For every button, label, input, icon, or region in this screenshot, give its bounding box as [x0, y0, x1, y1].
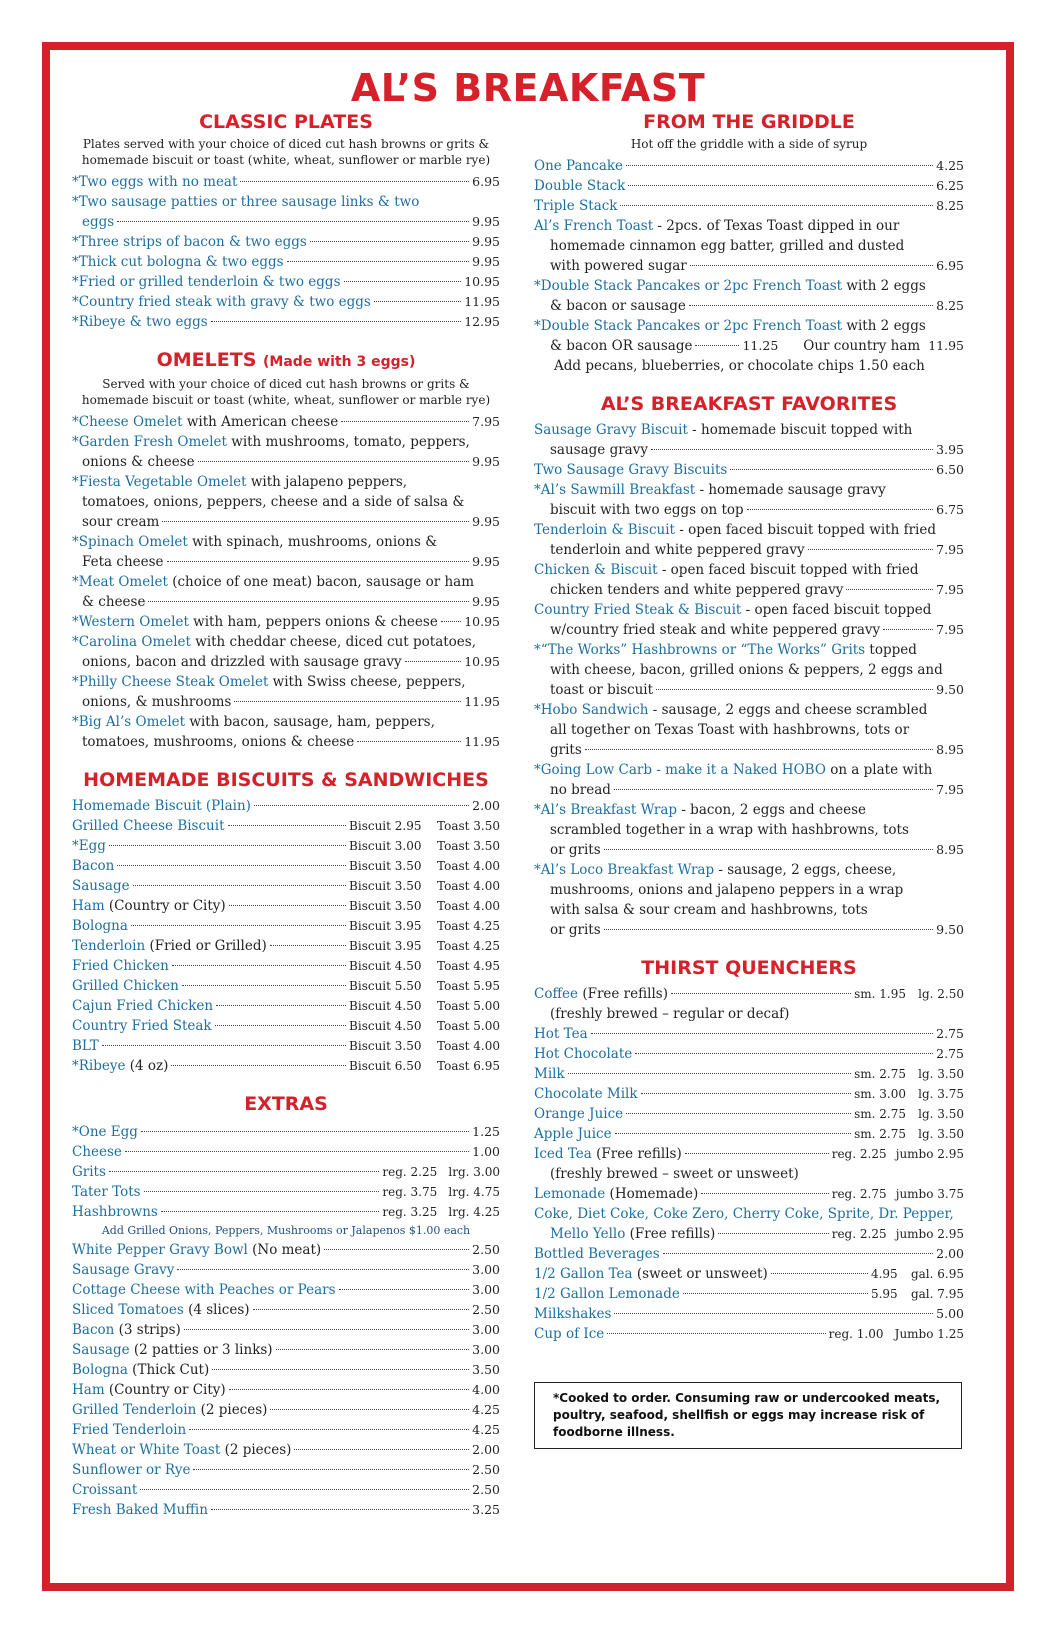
omelets-heading: OMELETS (Made with 3 eggs)	[156, 349, 416, 371]
menu-item: Apple Juice sm. 2.75 lg. 3.50	[534, 1126, 964, 1142]
menu-item: Bottled Beverages 2.00	[534, 1246, 964, 1262]
menu-item: *Double Stack Pancakes or 2pc French Toast with 2 eggs & bacon OR sausage 11.25 Our country ham 11.95	[534, 318, 964, 354]
menu-item: *Fried or grilled tenderloin & two eggs 10.95	[72, 274, 500, 290]
menu-item: *Al’s Sawmill Breakfast - homemade sausage gravy biscuit with two eggs on top 6.75	[534, 482, 964, 518]
menu-item: Country Fried Steak Biscuit 4.50 Toast 5.00	[72, 1018, 500, 1034]
menu-item: Coke, Diet Coke, Coke Zero, Cherry Coke, Sprite, Dr. Pepper, Mello Yello (Free refills) reg. 2.25 jumbo 2.95	[534, 1206, 964, 1242]
menu-item: *One Egg 1.25	[72, 1124, 500, 1140]
menu-item: Country Fried Steak & Biscuit - open faced biscuit topped w/country fried steak and white peppered gravy 7.95	[534, 602, 964, 638]
menu-item: Grilled Chicken Biscuit 5.50 Toast 5.95	[72, 978, 500, 994]
menu-item: Chocolate Milk sm. 3.00 lg. 3.75	[534, 1086, 964, 1102]
menu-item: Grilled Cheese Biscuit Biscuit 2.95 Toast 3.50	[72, 818, 500, 834]
menu-item: *Country fried steak with gravy & two eggs 11.95	[72, 294, 500, 310]
left-column	[72, 110, 500, 1520]
menu-item: Two Sausage Gravy Biscuits 6.50	[534, 462, 964, 478]
menu-item: 1/2 Gallon Tea (sweet or unsweet) 4.95 gal. 6.95	[534, 1266, 964, 1282]
extras-note: Add Grilled Onions, Peppers, Mushrooms or Jalapenos $1.00 each	[101, 1224, 471, 1237]
menu-item: One Pancake 4.25	[534, 158, 964, 174]
menu-item: Tenderloin & Biscuit - open faced biscuit topped with fried tenderloin and white peppered gravy 7.95	[534, 522, 964, 558]
menu-item: Fried Tenderloin 4.25	[72, 1422, 500, 1438]
food-safety-disclaimer: *Cooked to order. Consuming raw or undercooked meats, poultry, seafood, shellfish or eggs may increase risk of foodborne illness.	[534, 1382, 962, 1449]
menu-item: Hot Chocolate 2.75	[534, 1046, 964, 1062]
menu-item: Bologna (Thick Cut) 3.50	[72, 1362, 500, 1378]
menu-item: Cheese 1.00	[72, 1144, 500, 1160]
griddle-heading: FROM THE GRIDDLE	[643, 111, 855, 133]
omelets-list	[72, 412, 500, 752]
menu-item: *Ribeye & two eggs 12.95	[72, 314, 500, 330]
menu-item: White Pepper Gravy Bowl (No meat) 2.50	[72, 1242, 500, 1258]
menu-item: *Double Stack Pancakes or 2pc French Toast with 2 eggs & bacon or sausage 8.25	[534, 278, 964, 314]
menu-item: *Thick cut bologna & two eggs 9.95	[72, 254, 500, 270]
menu-item: Sausage (2 patties or 3 links) 3.00	[72, 1342, 500, 1358]
menu-item: Croissant 2.50	[72, 1482, 500, 1498]
classic-plates-heading: CLASSIC PLATES	[199, 111, 373, 133]
menu-item: Ham (Country or City) 4.00	[72, 1382, 500, 1398]
menu-item: *Al’s Loco Breakfast Wrap - sausage, 2 eggs, cheese, mushrooms, onions and jalapeno peppers in a wrap with salsa & sour cream and hashbrowns, tots or grits 9.50	[534, 862, 964, 938]
menu-item: *Carolina Omelet with cheddar cheese, diced cut potatoes, onions, bacon and drizzled with sausage gravy 10.95	[72, 634, 500, 670]
menu-item: Bologna Biscuit 3.95 Toast 4.25	[72, 918, 500, 934]
menu-item: *Big Al’s Omelet with bacon, sausage, ham, peppers, tomatoes, mushrooms, onions & cheese 11.95	[72, 714, 500, 750]
menu-item: Iced Tea (Free refills) reg. 2.25 jumbo 2.95 (freshly brewed – sweet or unsweet)	[534, 1146, 964, 1182]
thirst-list	[534, 984, 964, 1344]
menu-item: Fried Chicken Biscuit 4.50 Toast 4.95	[72, 958, 500, 974]
menu-item: *Philly Cheese Steak Omelet with Swiss cheese, peppers, onions, & mushrooms 11.95	[72, 674, 500, 710]
menu-item: *Cheese Omelet with American cheese 7.95	[72, 414, 500, 430]
right-column	[534, 110, 964, 1344]
griddle-addon-note: Add pecans, blueberries, or chocolate chips 1.50 each	[554, 358, 925, 374]
menu-item: Al’s French Toast - 2pcs. of Texas Toast dipped in our homemade cinnamon egg batter, grilled and dusted with powered sugar 6.95	[534, 218, 964, 274]
menu-item: Sausage Biscuit 3.50 Toast 4.00	[72, 878, 500, 894]
menu-item: Orange Juice sm. 2.75 lg. 3.50	[534, 1106, 964, 1122]
extras-list	[72, 1122, 500, 1520]
menu-item: *Ribeye (4 oz) Biscuit 6.50 Toast 6.95	[72, 1058, 500, 1074]
menu-item: Sliced Tomatoes (4 slices) 2.50	[72, 1302, 500, 1318]
classic-plates-subtitle: Plates served with your choice of diced cut hash browns or grits & homemade biscuit or toast (white, wheat, sunflower or marble rye)	[81, 137, 491, 167]
menu-item: Cup of Ice reg. 1.00 Jumbo 1.25	[534, 1326, 964, 1342]
biscuits-heading: HOMEMADE BISCUITS & SANDWICHES	[83, 769, 489, 791]
menu-item: *Two sausage patties or three sausage links & two eggs 9.95	[72, 194, 500, 230]
menu-item: Coffee (Free refills) sm. 1.95 lg. 2.50 (freshly brewed – regular or decaf)	[534, 986, 964, 1022]
menu-item: *Egg Biscuit 3.00 Toast 3.50	[72, 838, 500, 854]
menu-item: Hashbrowns reg. 3.25 lrg. 4.25	[72, 1204, 500, 1220]
menu-item: *Western Omelet with ham, peppers onions & cheese 10.95	[72, 614, 500, 630]
thirst-heading: THIRST QUENCHERS	[641, 957, 857, 979]
extras-heading: EXTRAS	[244, 1093, 328, 1115]
menu-item: Fresh Baked Muffin 3.25	[72, 1502, 500, 1518]
menu-item: Hot Tea 2.75	[534, 1026, 964, 1042]
menu-item: Sunflower or Rye 2.50	[72, 1462, 500, 1478]
menu-item: *Hobo Sandwich - sausage, 2 eggs and cheese scrambled all together on Texas Toast with hashbrowns, tots or grits 8.95	[534, 702, 964, 758]
menu-item: Cajun Fried Chicken Biscuit 4.50 Toast 5.00	[72, 998, 500, 1014]
classic-plates-list	[72, 172, 500, 332]
griddle-list	[534, 156, 964, 376]
menu-item: Ham (Country or City) Biscuit 3.50 Toast 4.00	[72, 898, 500, 914]
menu-item: Triple Stack 8.25	[534, 198, 964, 214]
menu-item: Chicken & Biscuit - open faced biscuit topped with fried chicken tenders and white peppered gravy 7.95	[534, 562, 964, 598]
menu-item: Lemonade (Homemade) reg. 2.75 jumbo 3.75	[534, 1186, 964, 1202]
menu-item: 1/2 Gallon Lemonade 5.95 gal. 7.95	[534, 1286, 964, 1302]
menu-item: Milkshakes 5.00	[534, 1306, 964, 1322]
menu-title: AL’S BREAKFAST	[350, 66, 706, 110]
menu-frame	[42, 42, 1014, 1591]
menu-item: *Three strips of bacon & two eggs 9.95	[72, 234, 500, 250]
menu-item: Homemade Biscuit (Plain) 2.00	[72, 798, 500, 814]
menu-item: *Two eggs with no meat 6.95	[72, 174, 500, 190]
menu-item: *Garden Fresh Omelet with mushrooms, tomato, peppers, onions & cheese 9.95	[72, 434, 500, 470]
menu-item: Tenderloin (Fried or Grilled) Biscuit 3.95 Toast 4.25	[72, 938, 500, 954]
griddle-subtitle: Hot off the griddle with a side of syrup	[630, 137, 868, 151]
menu-item: *Fiesta Vegetable Omelet with jalapeno peppers, tomatoes, onions, peppers, cheese and a side of salsa & sour cream 9.95	[72, 474, 500, 530]
menu-item: Wheat or White Toast (2 pieces) 2.00	[72, 1442, 500, 1458]
menu-item: BLT Biscuit 3.50 Toast 4.00	[72, 1038, 500, 1054]
favorites-list	[534, 420, 964, 940]
menu-item: Double Stack 6.25	[534, 178, 964, 194]
menu-item: *Al’s Breakfast Wrap - bacon, 2 eggs and cheese scrambled together in a wrap with hashbrowns, tots or grits 8.95	[534, 802, 964, 858]
menu-item: Bacon (3 strips) 3.00	[72, 1322, 500, 1338]
menu-item: Cottage Cheese with Peaches or Pears 3.00	[72, 1282, 500, 1298]
menu-item: Milk sm. 2.75 lg. 3.50	[534, 1066, 964, 1082]
menu-item: *Meat Omelet (choice of one meat) bacon, sausage or ham & cheese 9.95	[72, 574, 500, 610]
menu-item: Tater Tots reg. 3.75 lrg. 4.75	[72, 1184, 500, 1200]
biscuits-list	[72, 796, 500, 1076]
menu-item: Sausage Gravy 3.00	[72, 1262, 500, 1278]
menu-item: Grilled Tenderloin (2 pieces) 4.25	[72, 1402, 500, 1418]
menu-item: Grits reg. 2.25 lrg. 3.00	[72, 1164, 500, 1180]
menu-item: *“The Works” Hashbrowns or “The Works” Grits topped with cheese, bacon, grilled onions & peppers, 2 eggs and toast or biscuit 9.50	[534, 642, 964, 698]
menu-item: Bacon Biscuit 3.50 Toast 4.00	[72, 858, 500, 874]
favorites-heading: AL’S BREAKFAST FAVORITES	[600, 393, 898, 415]
menu-item: *Spinach Omelet with spinach, mushrooms, onions & Feta cheese 9.95	[72, 534, 500, 570]
menu-item: *Going Low Carb - make it a Naked HOBO on a plate with no bread 7.95	[534, 762, 964, 798]
omelets-subtitle: Served with your choice of diced cut hash browns or grits & homemade biscuit or toast (white, wheat, sunflower or marble rye)	[81, 377, 491, 407]
menu-item: Sausage Gravy Biscuit - homemade biscuit topped with sausage gravy 3.95	[534, 422, 964, 458]
